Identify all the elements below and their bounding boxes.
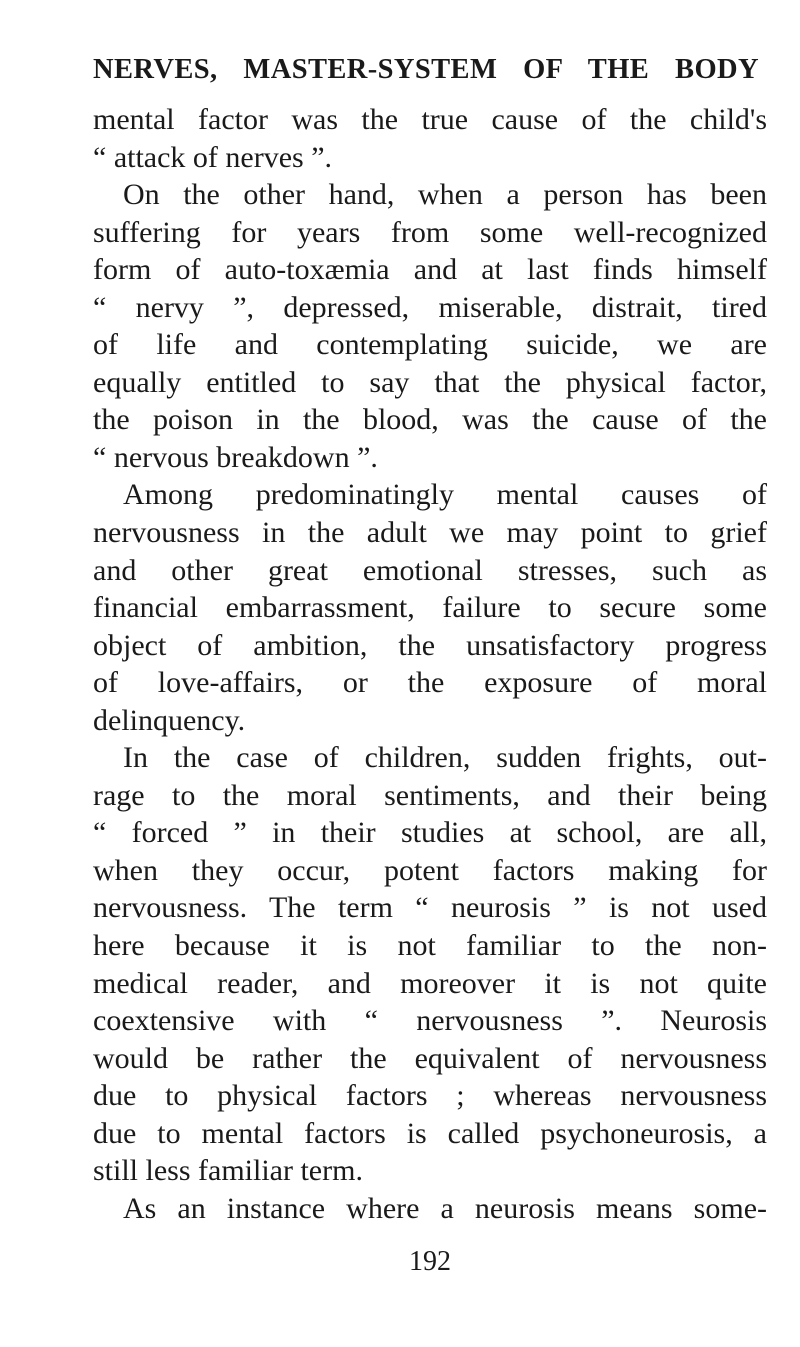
text-line: when they occur, potent factors making for	[93, 853, 767, 887]
text-line: Among predominatingly mental causes of	[123, 478, 767, 512]
text-line: In the case of children, sudden frights, out-	[123, 741, 767, 775]
text-line: “ forced ” in their studies at school, are all,	[93, 816, 767, 850]
text-line: mental factor was the true cause of the child's	[93, 103, 767, 136]
text-line: due to physical factors ; whereas nervousness	[93, 1079, 767, 1113]
text-line: nervousness. The term “ neurosis ” is not used	[93, 891, 767, 925]
page-number: 192	[409, 1246, 451, 1277]
text-line: financial embarrassment, failure to secure some	[93, 591, 767, 625]
text-line: would be rather the equivalent of nervousness	[93, 1041, 767, 1075]
text-line: As an instance where a neurosis means some-	[123, 1191, 767, 1225]
text-line: medical reader, and moreover it is not quite	[93, 966, 767, 1000]
text-line: the poison in the blood, was the cause of the	[93, 403, 767, 437]
text-line: rage to the moral sentiments, and their being	[93, 778, 767, 812]
body-text	[93, 101, 767, 1227]
text-line: and other great emotional stresses, such as	[93, 553, 767, 587]
text-line: “ nervy ”, depressed, miserable, distrait, tired	[93, 290, 767, 324]
text-line: “ nervous breakdown ”.	[93, 440, 378, 474]
text-line: delinquency.	[93, 703, 246, 737]
text-line: due to mental factors is called psychoneurosis, a	[93, 1116, 767, 1150]
text-line: coextensive with “ nervousness ”. Neurosis	[93, 1004, 767, 1038]
text-line: nervousness in the adult we may point to grief	[93, 516, 767, 550]
text-line: still less familiar term.	[93, 1154, 363, 1188]
text-line: here because it is not familiar to the non-	[93, 929, 767, 963]
text-line: of life and contemplating suicide, we are	[93, 328, 767, 362]
text-line: On the other hand, when a person has been	[123, 178, 767, 212]
text-line: object of ambition, the unsatisfactory progress	[93, 628, 767, 662]
text-line: form of auto-toxæmia and at last finds himself	[93, 253, 767, 287]
text-line: equally entitled to say that the physical factor,	[93, 365, 767, 399]
running-head: NERVES, MASTER-SYSTEM OF THE BODY	[93, 54, 759, 85]
text-line: “ attack of nerves ”.	[93, 140, 333, 174]
text-line: suffering for years from some well-recognized	[93, 215, 767, 249]
text-line: of love-affairs, or the exposure of moral	[93, 666, 767, 700]
